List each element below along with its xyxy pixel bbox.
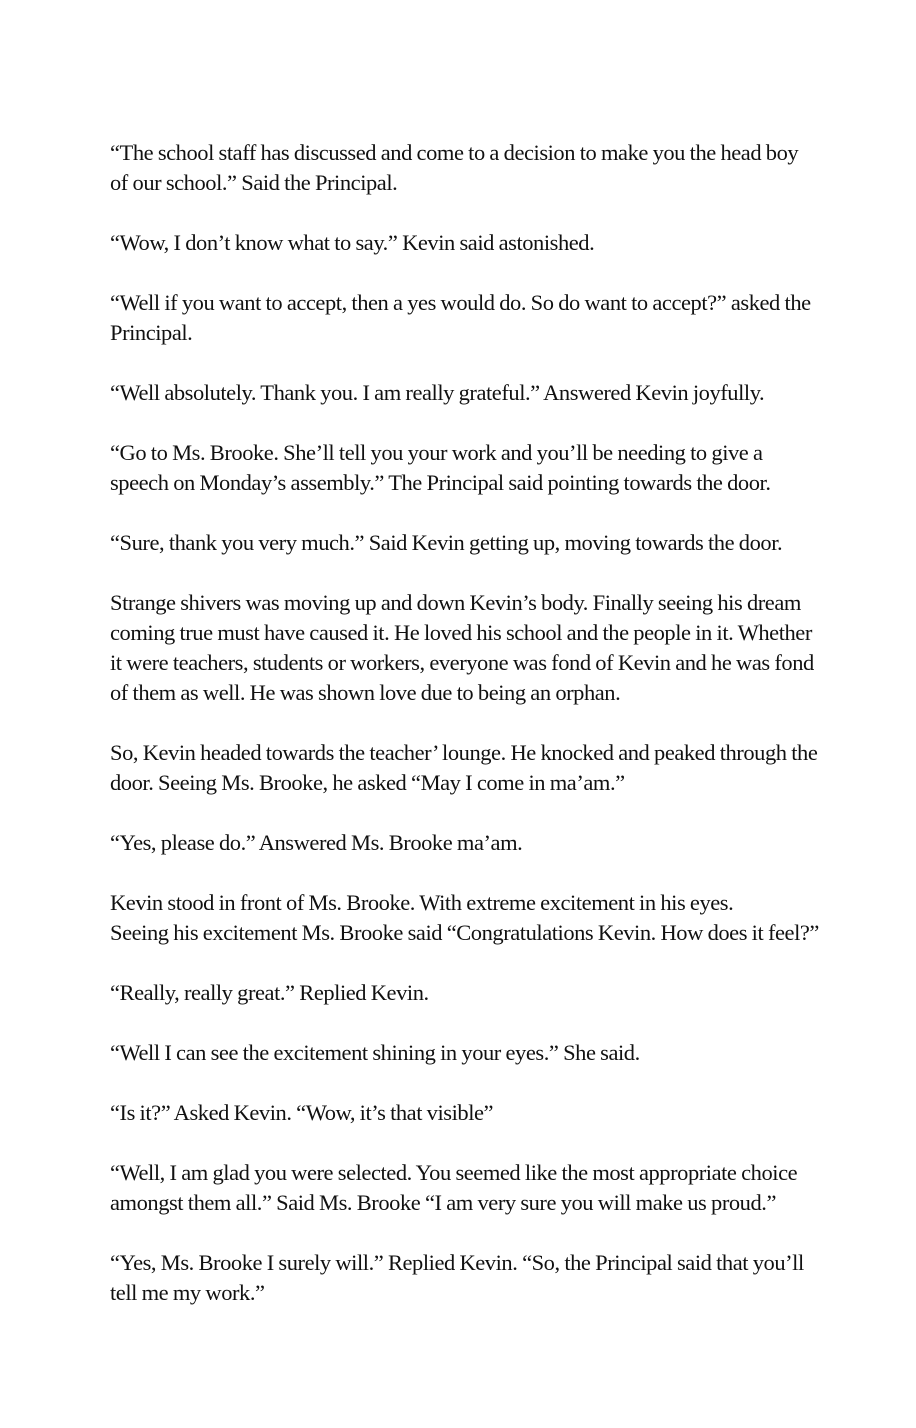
paragraph: “Yes, Ms. Brooke I surely will.” Replied Kevin. “So, the Principal said that you’ll tell me my work.” bbox=[110, 1250, 804, 1305]
paragraph: “Really, really great.” Replied Kevin. bbox=[110, 980, 429, 1005]
paragraph: Strange shivers was moving up and down Kevin’s body. Finally seeing his dream coming true must have caused it. He loved his school and the people in it. Whether it were teachers, students or workers, everyone was fond of Kevin and he was fond of them as well. He was shown love due to being an orphan. bbox=[110, 590, 814, 705]
paragraph: “Well absolutely. Thank you. I am really grateful.” Answered Kevin joyfully. bbox=[110, 380, 765, 405]
paragraph: “Sure, thank you very much.” Said Kevin getting up, moving towards the door. bbox=[110, 530, 783, 555]
paragraph: Kevin stood in front of Ms. Brooke. With extreme excitement in his eyes. Seeing his excitement Ms. Brooke said “Congratulations Kevin. How does it feel?” bbox=[110, 890, 819, 945]
paragraph: “Wow, I don’t know what to say.” Kevin said astonished. bbox=[110, 230, 595, 255]
paragraph: “Yes, please do.” Answered Ms. Brooke ma’am. bbox=[110, 830, 523, 855]
paragraph: “The school staff has discussed and come to a decision to make you the head boy of our school.” Said the Principal. bbox=[110, 140, 799, 195]
paragraph: “Well I can see the excitement shining in your eyes.” She said. bbox=[110, 1040, 640, 1065]
paragraph: “Well, I am glad you were selected. You seemed like the most appropriate choice amongst them all.” Said Ms. Brooke “I am very sure you will make us proud.” bbox=[110, 1160, 798, 1215]
paragraph: “Well if you want to accept, then a yes would do. So do want to accept?” asked the Principal. bbox=[110, 290, 811, 345]
paragraph: “Is it?” Asked Kevin. “Wow, it’s that visible” bbox=[110, 1100, 494, 1125]
paragraph: So, Kevin headed towards the teacher’ lounge. He knocked and peaked through the door. Seeing Ms. Brooke, he asked “May I come in ma’am.” bbox=[110, 740, 818, 795]
body-text bbox=[110, 138, 850, 1338]
paragraph: “Go to Ms. Brooke. She’ll tell you your work and you’ll be needing to give a speech on Monday’s assembly.” The Principal said pointing towards the door. bbox=[110, 440, 771, 495]
